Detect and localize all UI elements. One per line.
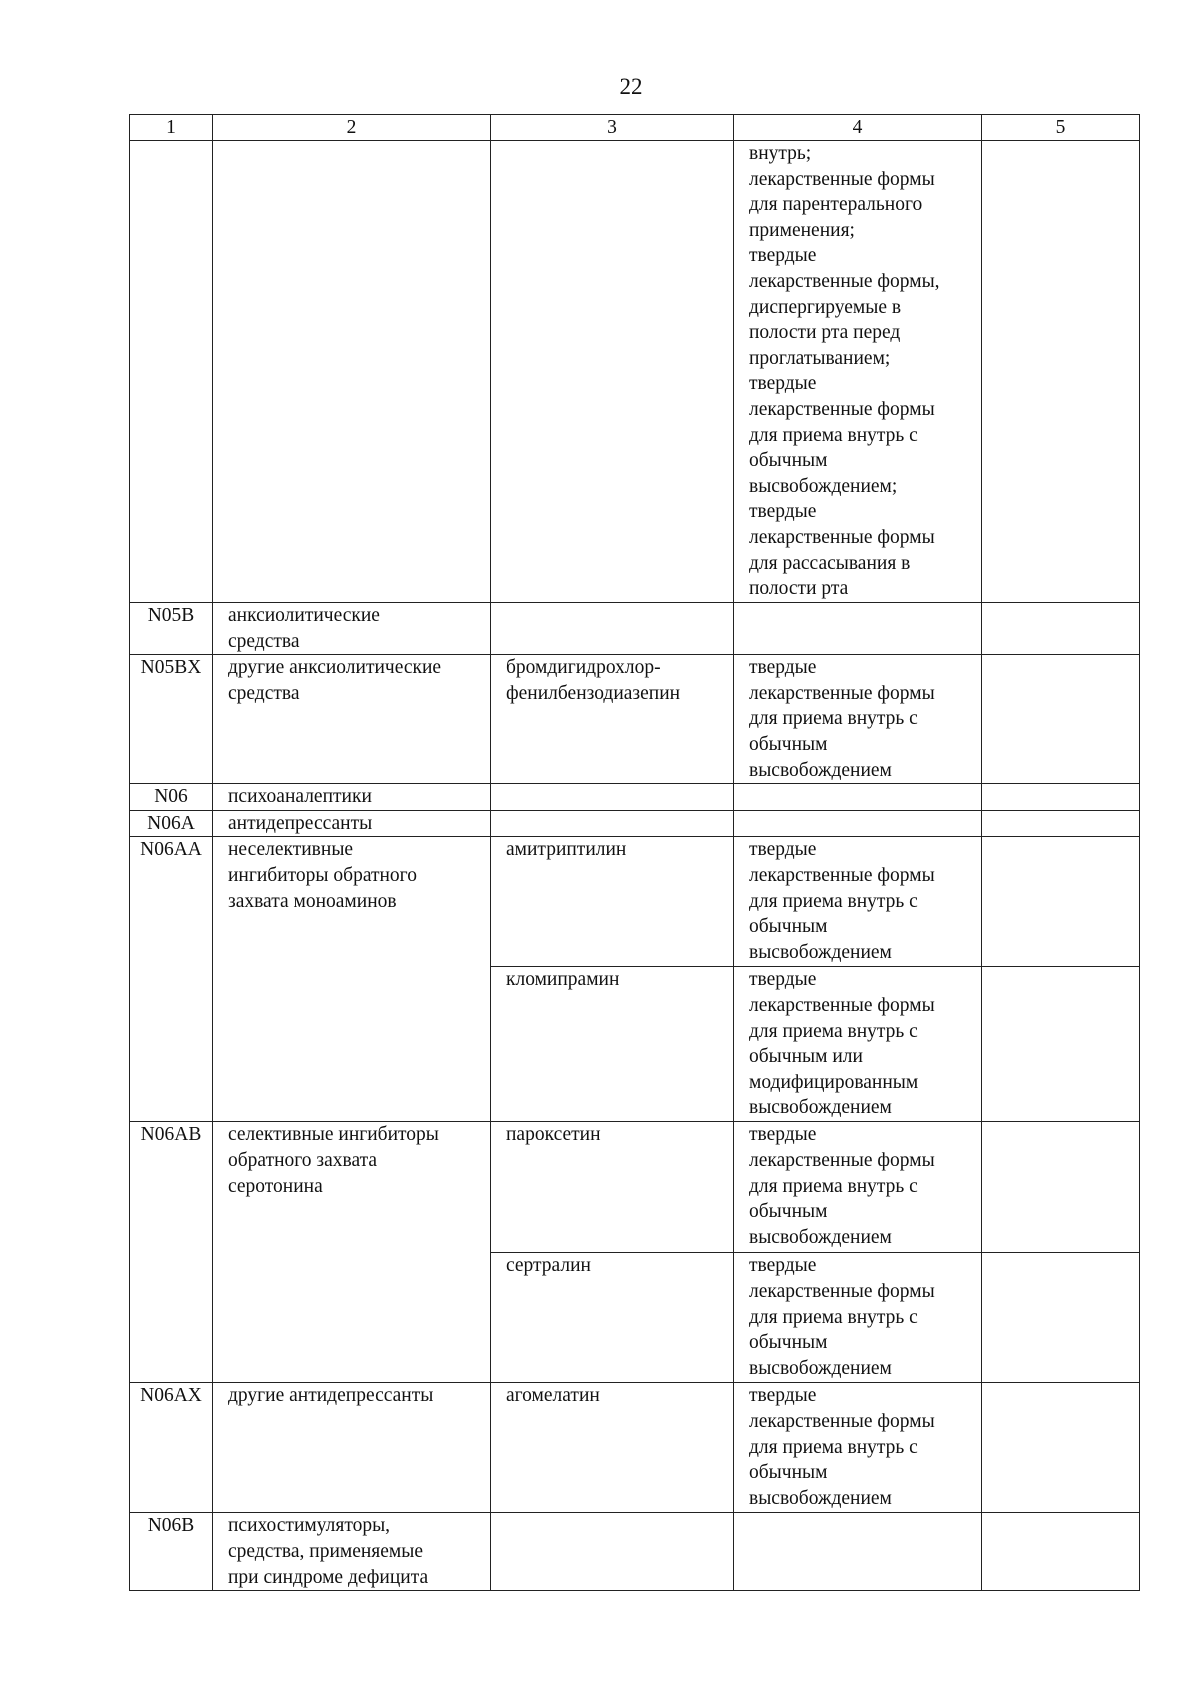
dosage-form bbox=[734, 810, 982, 837]
column-header: 4 bbox=[734, 115, 982, 141]
note-cell bbox=[982, 141, 1140, 603]
atc-code: N05BX bbox=[130, 655, 213, 784]
group-name: психоаналептики bbox=[213, 784, 491, 811]
note-cell bbox=[982, 655, 1140, 784]
dosage-form: твердые лекарственные формы для приема внутрь с обычным высвобождением bbox=[734, 1122, 982, 1253]
table-row bbox=[130, 1383, 1140, 1513]
group-name: антидепрессанты bbox=[213, 810, 491, 837]
table-row bbox=[130, 784, 1140, 811]
page-number: 22 bbox=[619, 74, 643, 99]
dosage-form: твердые лекарственные формы для приема внутрь с обычным высвобождением bbox=[734, 837, 982, 967]
drug-name: кломипрамин bbox=[491, 967, 734, 1122]
column-header: 2 bbox=[213, 115, 491, 141]
drug-name bbox=[491, 141, 734, 603]
group-name: селективные ингибиторы обратного захвата серотонина bbox=[213, 1122, 491, 1383]
note-cell bbox=[982, 837, 1140, 967]
dosage-form: твердые лекарственные формы для приема внутрь с обычным или модифицированным высвобождением bbox=[734, 967, 982, 1122]
note-cell bbox=[982, 784, 1140, 811]
column-header: 3 bbox=[491, 115, 734, 141]
dosage-form: твердые лекарственные формы для приема внутрь с обычным высвобождением bbox=[734, 1383, 982, 1513]
dosage-form: твердые лекарственные формы для приема внутрь с обычным высвобождением bbox=[734, 655, 982, 784]
drug-name: пароксетин bbox=[491, 1122, 734, 1253]
dosage-form: внутрь; лекарственные формы для парентерального применения; твердые лекарственные формы, диспергируемые в полости рта перед проглатыванием; твердые лекарственные формы для приема внутрь с обычным высвобождением; твердые лекарственные формы для рассасывания в полости рта bbox=[734, 141, 982, 603]
drug-name: агомелатин bbox=[491, 1383, 734, 1513]
atc-code: N06AB bbox=[130, 1122, 213, 1383]
atc-code: N05B bbox=[130, 603, 213, 655]
note-cell bbox=[982, 1513, 1140, 1591]
table-row bbox=[130, 1122, 1140, 1253]
atc-code: N06B bbox=[130, 1513, 213, 1591]
group-name: неселективные ингибиторы обратного захвата моноаминов bbox=[213, 837, 491, 1122]
group-name: анксиолитические средства bbox=[213, 603, 491, 655]
note-cell bbox=[982, 1383, 1140, 1513]
drug-name bbox=[491, 1513, 734, 1591]
drug-name: амитриптилин bbox=[491, 837, 734, 967]
note-cell bbox=[982, 967, 1140, 1122]
dosage-form bbox=[734, 603, 982, 655]
column-header: 5 bbox=[982, 115, 1140, 141]
table-row bbox=[130, 655, 1140, 784]
drug-name: бромдигидрохлор- фенилбензодиазепин bbox=[491, 655, 734, 784]
medication-table bbox=[129, 114, 1140, 1591]
group-name: другие антидепрессанты bbox=[213, 1383, 491, 1513]
table-row bbox=[130, 1513, 1140, 1591]
group-name: другие анксиолитические средства bbox=[213, 655, 491, 784]
note-cell bbox=[982, 810, 1140, 837]
note-cell bbox=[982, 603, 1140, 655]
column-number-row bbox=[130, 115, 1140, 141]
drug-name bbox=[491, 810, 734, 837]
drug-name: сертралин bbox=[491, 1253, 734, 1383]
dosage-form bbox=[734, 784, 982, 811]
atc-code: N06 bbox=[130, 784, 213, 811]
dosage-form: твердые лекарственные формы для приема внутрь с обычным высвобождением bbox=[734, 1253, 982, 1383]
atc-code bbox=[130, 141, 213, 603]
atc-code: N06AA bbox=[130, 837, 213, 1122]
group-name bbox=[213, 141, 491, 603]
table-row bbox=[130, 837, 1140, 967]
table-row bbox=[130, 810, 1140, 837]
note-cell bbox=[982, 1253, 1140, 1383]
group-name: психостимуляторы, средства, применяемые при синдроме дефицита bbox=[213, 1513, 491, 1591]
note-cell bbox=[982, 1122, 1140, 1253]
atc-code: N06AX bbox=[130, 1383, 213, 1513]
column-header: 1 bbox=[130, 115, 213, 141]
drug-name bbox=[491, 603, 734, 655]
dosage-form bbox=[734, 1513, 982, 1591]
table-row bbox=[130, 603, 1140, 655]
atc-code: N06A bbox=[130, 810, 213, 837]
drug-name bbox=[491, 784, 734, 811]
table-row bbox=[130, 141, 1140, 603]
